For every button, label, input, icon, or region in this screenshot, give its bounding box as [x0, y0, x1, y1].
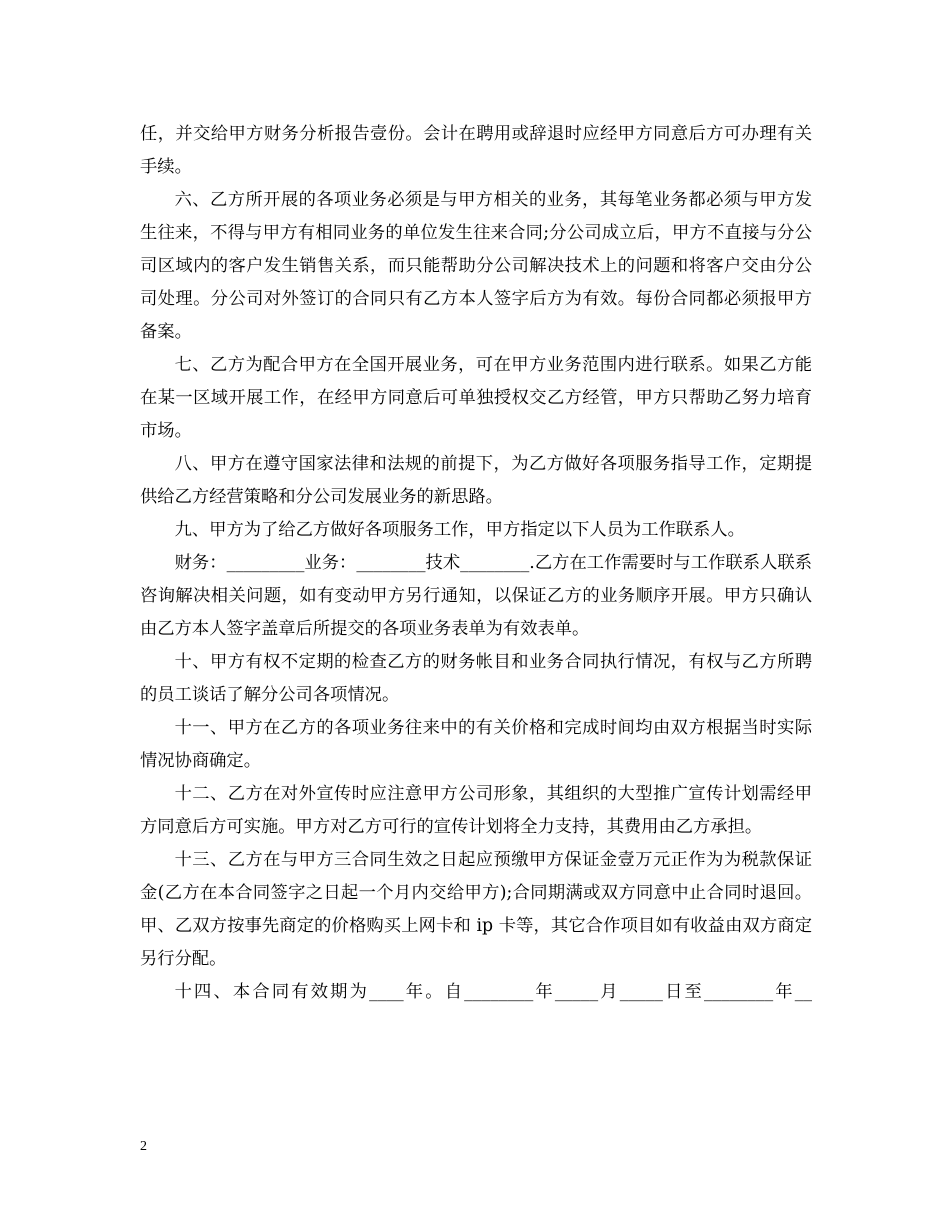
paragraph-clause-11: 十一、甲方在乙方的各项业务往来中的有关价格和完成时间均由双方根据当时实际情况协商确定。 [140, 718, 812, 771]
paragraph-clause-6: 六、乙方所开展的各项业务必须是与甲方相关的业务，其每笔业务都必须与甲方发生往来，不得与甲方有相同业务的单位发生往来合同;分公司成立后，甲方不直接与分公司区域内的客户发生销售关系，而只能帮助分公司解决技术上的问题和将客户交由分公司处理。分公司对外签订的合同只有乙方本人签字后方为有效。每份合同都必须报甲方备案。 [140, 190, 812, 342]
paragraph-clause-8: 八、甲方在遵守国家法律和法规的前提下，为乙方做好各项服务指导工作，定期提供给乙方经营策略和分公司发展业务的新思路。 [140, 454, 812, 507]
paragraph-clause-12: 十二、乙方在对外宣传时应注意甲方公司形象，其组织的大型推广宣传计划需经甲方同意后方可实施。甲方对乙方可行的宣传计划将全力支持，其费用由乙方承担。 [140, 784, 812, 837]
paragraph-clause-7: 七、乙方为配合甲方在全国开展业务，可在甲方业务范围内进行联系。如果乙方能在某一区域开展工作，在经甲方同意后可单独授权交乙方经管，甲方只帮助乙努力培育市场。 [140, 355, 812, 441]
paragraph-clause-14: 十四、本合同有效期为____年。自________年_____月_____日至________年__ [174, 982, 812, 1002]
document-body [140, 118, 812, 1009]
paragraph-clause-13: 十三、乙方在与甲方三合同生效之日起应预缴甲方保证金壹万元正作为为税款保证金(乙方在本合同签字之日起一个月内交给甲方);合同期满或双方同意中止合同时退回。甲、乙双方按事先商定的价格购买上网卡和 ip 卡等，其它合作项目如有收益由双方商定另行分配。 [140, 850, 812, 969]
paragraph-continuation: 任，并交给甲方财务分析报告壹份。会计在聘用或辞退时应经甲方同意后方可办理有关手续。 [140, 124, 812, 177]
paragraph-clause-9: 九、甲方为了给乙方做好各项服务工作，甲方指定以下人员为工作联系人。 [174, 520, 745, 540]
paragraph-clause-10: 十、甲方有权不定期的检查乙方的财务帐目和业务合同执行情况，有权与乙方所聘的员工谈话了解分公司各项情况。 [140, 652, 812, 705]
page-number: 2 [140, 1139, 147, 1154]
paragraph-contacts: 财务：_________业务：________技术________.乙方在工作需要时与工作联系人联系咨询解决相关问题，如有变动甲方另行通知，以保证乙方的业务顺序开展。甲方只确认由乙方本人签字盖章后所提交的各项业务表单为有效表单。 [140, 553, 812, 639]
